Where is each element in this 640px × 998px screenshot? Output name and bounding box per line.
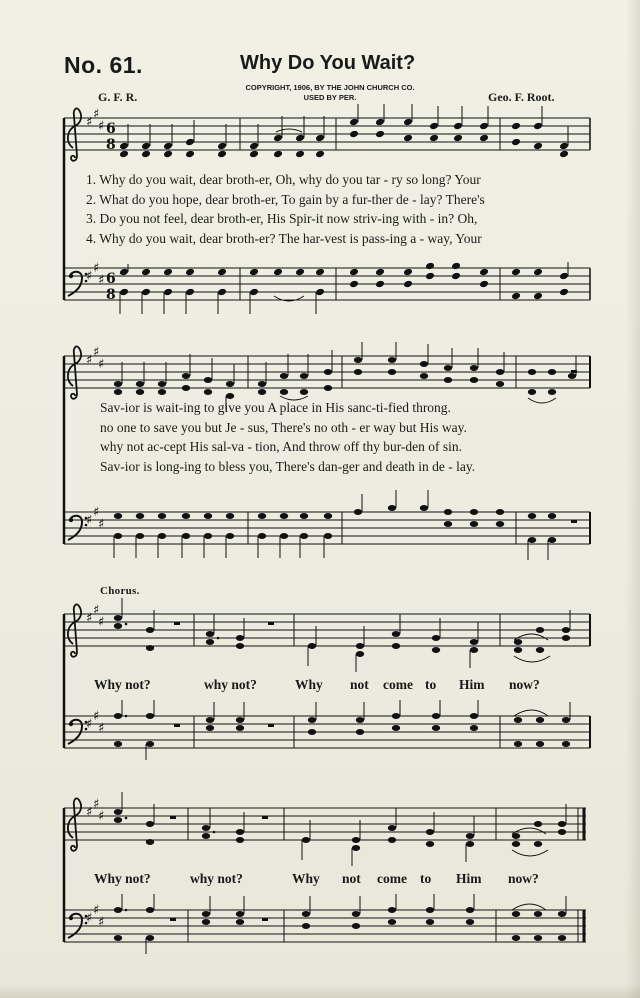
verse-line: why not ac-cept His sal-va - tion, And throw off thy bur-den of sin. [100,439,463,454]
chorus-word: not [342,871,361,886]
svg-text:8: 8 [106,137,116,153]
chorus-word: not [350,677,369,692]
verses-part-2 [100,400,580,478]
lyricist-credit: G. F. R. [98,90,138,104]
verse-line: 3. Do you not feel, dear broth-er, His Spir-it now striv-ing with - in? Oh, [86,211,478,226]
hymn-number: No. 61. [64,52,143,78]
svg-text:♯: ♯ [86,269,93,284]
svg-text:♯: ♯ [98,517,105,532]
svg-text:6: 6 [106,121,116,137]
verse-line: 2. What do you hope, dear broth-er, To gain by a fur-ther de - lay? There's [86,191,485,207]
chorus-word: Him [459,677,485,692]
chorus-word: why not? [190,871,243,886]
chorus-word: Why [292,871,320,886]
svg-text:♯: ♯ [98,119,105,134]
permission-line: USED BY PER. [303,93,357,102]
svg-text:8: 8 [106,287,116,303]
svg-text:♯: ♯ [86,805,93,820]
svg-text:♯: ♯ [93,797,100,812]
chorus-word: to [420,871,432,886]
svg-text:♯: ♯ [93,709,100,724]
svg-text:♯: ♯ [93,505,100,520]
chorus-label: Chorus. [100,585,140,597]
composer-credit: Geo. F. Root. [488,90,555,104]
chorus-word: Why not? [94,871,151,886]
svg-text:♯: ♯ [93,603,100,618]
verse-line: 1. Why do you wait, dear broth-er, Oh, why do you tar - ry so long? Your [86,172,481,187]
chorus-word: to [425,677,437,692]
svg-text:♯: ♯ [98,809,105,824]
verse-line: 4. Why do you wait, dear broth-er? The har-vest is pass-ing a - way, Your [86,230,482,246]
svg-text:♯: ♯ [98,357,105,372]
chorus-word: why not? [204,677,257,692]
hymn-title: Why Do You Wait? [240,52,416,74]
copyright-line: COPYRIGHT, 1906, BY THE JOHN CHURCH CO. [245,83,415,92]
svg-text:♯: ♯ [93,107,100,122]
verses-part-1 [86,172,586,250]
svg-text:♯: ♯ [86,115,93,130]
svg-text:♯: ♯ [86,513,93,528]
svg-text:♯: ♯ [86,911,93,926]
page-edge-shadow [626,0,640,998]
chorus-word: Why [295,677,323,692]
verse-line: Sav-ior is wait-ing to give you A place in His sanc-ti-fied throng. [100,400,451,415]
chorus-word: Why not? [94,677,151,692]
svg-text:♯: ♯ [86,717,93,732]
verse-line: no one to save you but Je - sus, There's no oth - er way but His way. [100,419,467,435]
verse-line: Sav-ior is long-ing to bless you, There's dan-ger and death in de - lay. [100,458,476,474]
chorus-word: come [377,871,407,886]
chorus-word: Him [456,871,482,886]
svg-text:♯: ♯ [86,611,93,626]
page-bottom-edge [0,984,640,998]
chorus-word: now? [509,677,540,692]
chorus-word: come [383,677,413,692]
chorus-word: now? [508,871,539,886]
svg-text:♯: ♯ [93,903,100,918]
svg-text:♯: ♯ [98,721,105,736]
svg-text:♯: ♯ [93,345,100,360]
svg-text:6: 6 [106,271,116,287]
svg-text:♯: ♯ [98,915,105,930]
svg-text:♯: ♯ [98,615,105,630]
svg-text:♯: ♯ [98,273,105,288]
svg-text:♯: ♯ [93,261,100,276]
svg-text:♯: ♯ [86,353,93,368]
